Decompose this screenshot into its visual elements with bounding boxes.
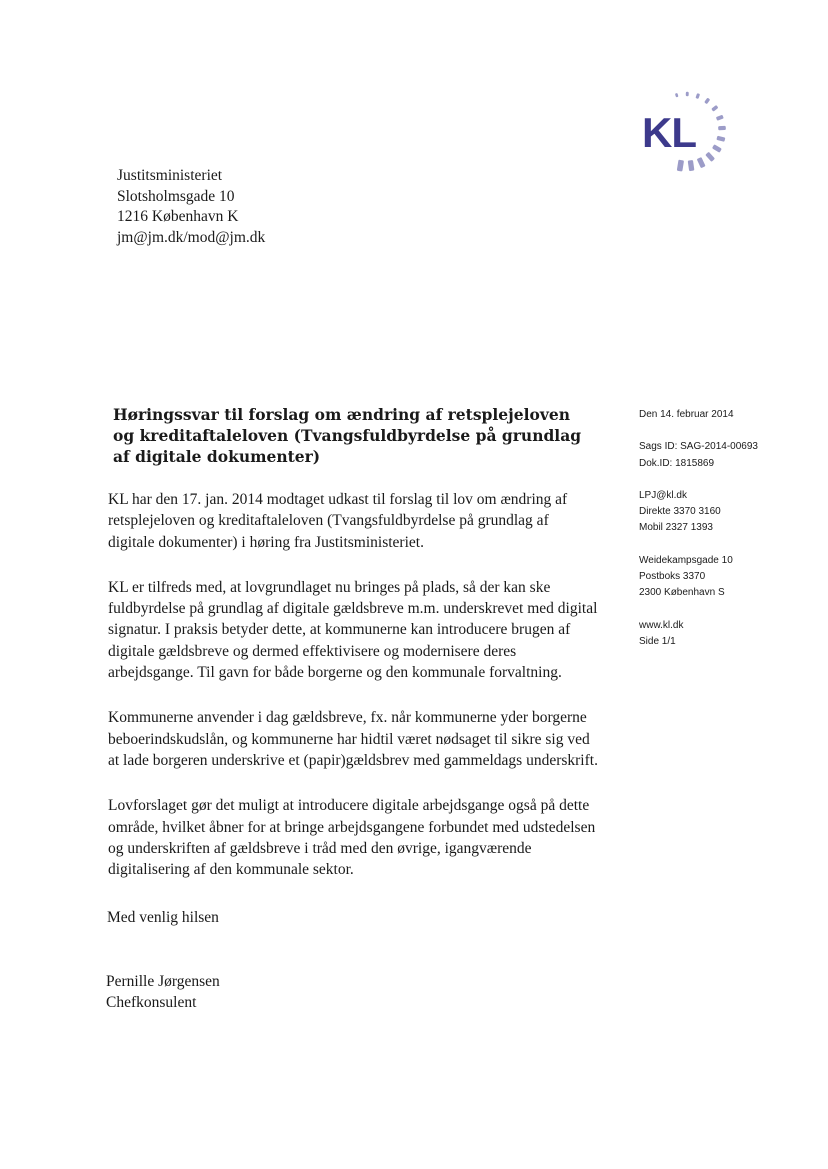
kl-logo [636, 84, 736, 174]
closing-greeting: Med venlig hilsen [107, 909, 219, 926]
logo-arc-dot [711, 105, 718, 112]
meta-page: Side 1/1 [639, 635, 676, 647]
body-paragraph: Kommunerne anvender i dag gældsbreve, fx. når kommunerne yder borgerne beboerindskudslån, og kommunerne har hidtil været nødsaget til sikre sig ved at lade borgeren underskrive et (papir)gældsbrev med gammeldags underskrift. [108, 709, 598, 769]
logo-arc-dot [704, 98, 710, 105]
body-paragraph: KL har den 17. jan. 2014 modtaget udkast til forslag til lov om ændring af retsplejeloven og kreditaftaleloven (Tvangsfuldbyrdelse på grundlag af digitale dokumenter) i høring fra Justitsministeriet. [108, 491, 568, 551]
recipient-address [117, 166, 265, 248]
meta-mobil: Mobil 2327 1393 [639, 522, 713, 534]
meta-email: LPJ@kl.dk [639, 489, 687, 501]
letter-body [108, 489, 598, 904]
letter-meta [639, 407, 819, 650]
body-paragraph: KL er tilfreds med, at lovgrundlaget nu bringes på plads, så der kan ske fuldbyrdelse på grundlag af digitale gældsbreve m.m. underskrevet med digital signatur. I praksis betyder dette, at kommunerne kan introducere brugen af digitale gældsbreve og dermed effektivisere og modernisere deres arbejdsgange. Til gavn for både borgerne og den kommunale forvaltning. [108, 578, 598, 682]
logo-arc-dot [675, 93, 679, 98]
signer-title: Chefkonsulent [106, 994, 197, 1011]
body-paragraph: Lovforslaget gør det muligt at introducere digitale arbejdsgange også på dette område, hvilket åbner for at bringe arbejdsgangene forbundet med udstedelsen og underskriften af gældsbreve i tråd med den øvrige, igangværende digitalisering af den kommunale sektor. [108, 797, 596, 879]
meta-street: Weidekampsgade 10 [639, 554, 733, 566]
recipient-email: jm@jm.dk/mod@jm.dk [117, 228, 266, 246]
logo-arc-dot [686, 92, 689, 97]
logo-text: KL [642, 109, 696, 156]
meta-postboks: Postboks 3370 [639, 571, 706, 583]
logo-arc-dot [688, 160, 695, 171]
logo-arc-dot [705, 152, 715, 162]
meta-date: Den 14. februar 2014 [639, 409, 734, 420]
meta-direkte: Direkte 3370 3160 [639, 506, 721, 518]
signature-block [106, 971, 220, 1013]
meta-dok-id: Dok.ID: 1815869 [639, 457, 715, 469]
meta-sags-id: Sags ID: SAG-2014-00693 [639, 441, 758, 453]
logo-arc-dot [677, 160, 684, 172]
logo-arc-dot [697, 157, 706, 168]
recipient-line: 1216 København K [117, 208, 239, 225]
meta-city: 2300 København S [639, 587, 725, 599]
recipient-line: Slotsholmsgade 10 [117, 187, 235, 205]
logo-arc-dot [695, 93, 700, 99]
signer-name: Pernille Jørgensen [106, 973, 220, 990]
meta-web: www.kl.dk [639, 619, 684, 631]
logo-arc-dot [712, 144, 722, 152]
recipient-line: Justitsministeriet [117, 167, 223, 184]
logo-arc-dot [716, 136, 725, 142]
letter-subject: Høringssvar til forslag om ændring af retsplejeloven og kreditaftaleloven (Tvangsfuldbyrdelse på grundlag af digitale dokumenter) [113, 405, 582, 466]
logo-arc-dot [718, 126, 726, 130]
logo-arc-dot [716, 115, 724, 121]
